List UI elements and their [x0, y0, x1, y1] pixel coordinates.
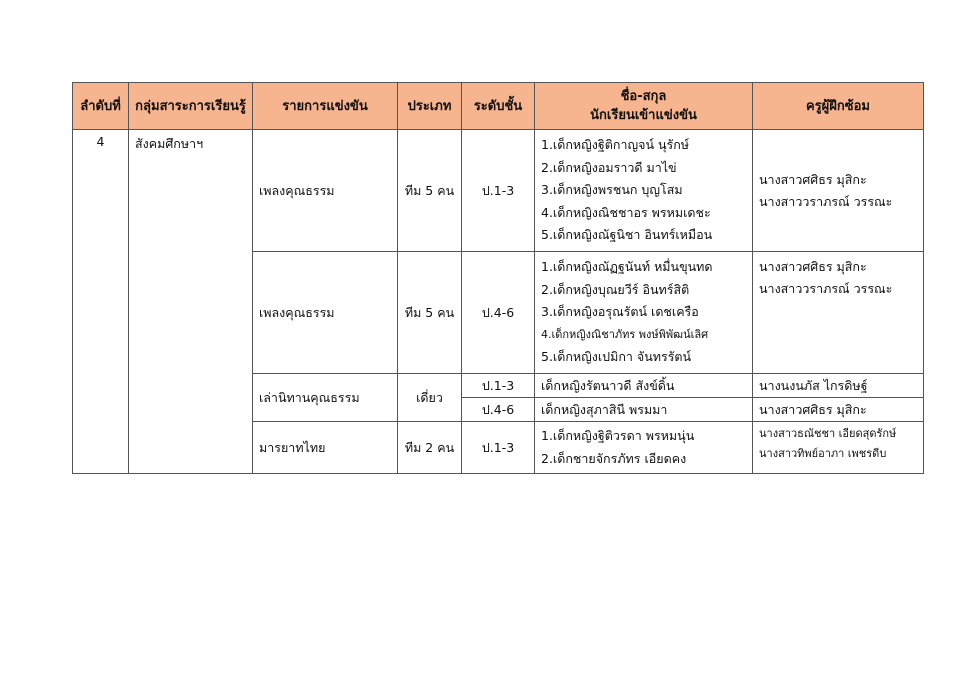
coach-name: นางสาวศศิธร มุสิกะ: [759, 171, 867, 187]
student-name: 2.เด็กหญิงอมราวดี มาไข่: [541, 159, 677, 175]
student-name: 2.เด็กชายจักรภัทร เอียดคง: [541, 450, 687, 466]
student-name: 1.เด็กหญิงฐิติวรดา พรหมนุ่น: [541, 428, 695, 443]
student-name: เด็กหญิงรัตนาวดี สังข์ดิ้น: [535, 374, 753, 398]
header-type: ประเภท: [398, 83, 462, 130]
grade-level: ป.1-3: [462, 130, 535, 252]
coach-name: นางสาววราภรณ์ วรรณะ: [759, 281, 893, 296]
event-name: เพลงคุณธรรม: [253, 252, 398, 374]
grade-level: ป.1-3: [462, 422, 535, 474]
student-name: 5.เด็กหญิงเปมิกา จันทรรัตน์: [541, 349, 692, 365]
event-name: มารยาทไทย: [253, 422, 398, 474]
student-name: 5.เด็กหญิงณัฐนิชา อินทร์เหมือน: [541, 227, 713, 243]
student-name: เด็กหญิงสุภาสินี พรมมา: [535, 398, 753, 422]
header-row: [73, 83, 924, 130]
event-type: ทีม 5 คน: [398, 252, 462, 374]
header-coach: ครูผู้ฝึกซ้อม: [753, 83, 924, 130]
table-row: [73, 130, 924, 252]
student-name: 4.เด็กหญิงณิชชาอร พรหมเดชะ: [541, 204, 711, 220]
coach-name: นางสาววราภรณ์ วรรณะ: [759, 193, 893, 209]
grade-level: ป.4-6: [462, 398, 535, 422]
student-name: 1.เด็กหญิงฐิติกาญจน์ นุรักษ์: [541, 137, 690, 153]
event-name: เล่านิทานคุณธรรม: [253, 374, 398, 422]
header-event: รายการแข่งขัน: [253, 83, 398, 130]
coach-name: นางสาวศศิธร มุสิกะ: [753, 398, 924, 422]
competition-table: [72, 82, 924, 474]
grade-level: ป.4-6: [462, 252, 535, 374]
grade-level: ป.1-3: [462, 374, 535, 398]
coach-list: [753, 130, 924, 252]
event-type: เดี่ยว: [398, 374, 462, 422]
header-no: ลำดับที่: [73, 83, 129, 130]
header-group: กลุ่มสาระการเรียนรู้: [129, 83, 253, 130]
entry-number: 4: [73, 130, 129, 474]
student-name: 3.เด็กหญิงอรุณรัตน์ เดชเครือ: [541, 304, 699, 320]
coach-list: [753, 252, 924, 374]
subject-group: สังคมศึกษาฯ: [129, 130, 253, 474]
header-student-name: [535, 83, 753, 130]
coach-name: นางสาวศศิธร มุสิกะ: [759, 259, 867, 274]
student-name: 3.เด็กหญิงพรชนก บุญโสม: [541, 182, 683, 198]
student-list: [535, 252, 753, 374]
coach-name: นางนงนภัส ไกรดิษฐ์: [753, 374, 924, 398]
student-name: 2.เด็กหญิงบุณยวีร์ อินทร์สิติ: [541, 281, 690, 297]
event-type: ทีม 5 คน: [398, 130, 462, 252]
student-name: 4.เด็กหญิงณิชาภัทร พงษ์พิพัฒน์เลิศ: [541, 327, 709, 341]
coach-list: [753, 422, 924, 474]
event-type: ทีม 2 คน: [398, 422, 462, 474]
header-name-line1: ชื่อ-สกุล: [620, 89, 667, 104]
student-list: [535, 422, 753, 474]
student-list: [535, 130, 753, 252]
coach-name: นางสาวทิพย์อาภา เพชรดีบ: [759, 447, 887, 460]
header-level: ระดับชั้น: [462, 83, 535, 130]
coach-name: นางสาวธณัชชา เอียดสุดรักษ์: [759, 427, 897, 440]
event-name: เพลงคุณธรรม: [253, 130, 398, 252]
header-name-line2: นักเรียนเข้าแข่งขัน: [590, 108, 697, 123]
student-name: 1.เด็กหญิงณัฏฐนันท์ หมื่นขุนทด: [541, 259, 713, 275]
